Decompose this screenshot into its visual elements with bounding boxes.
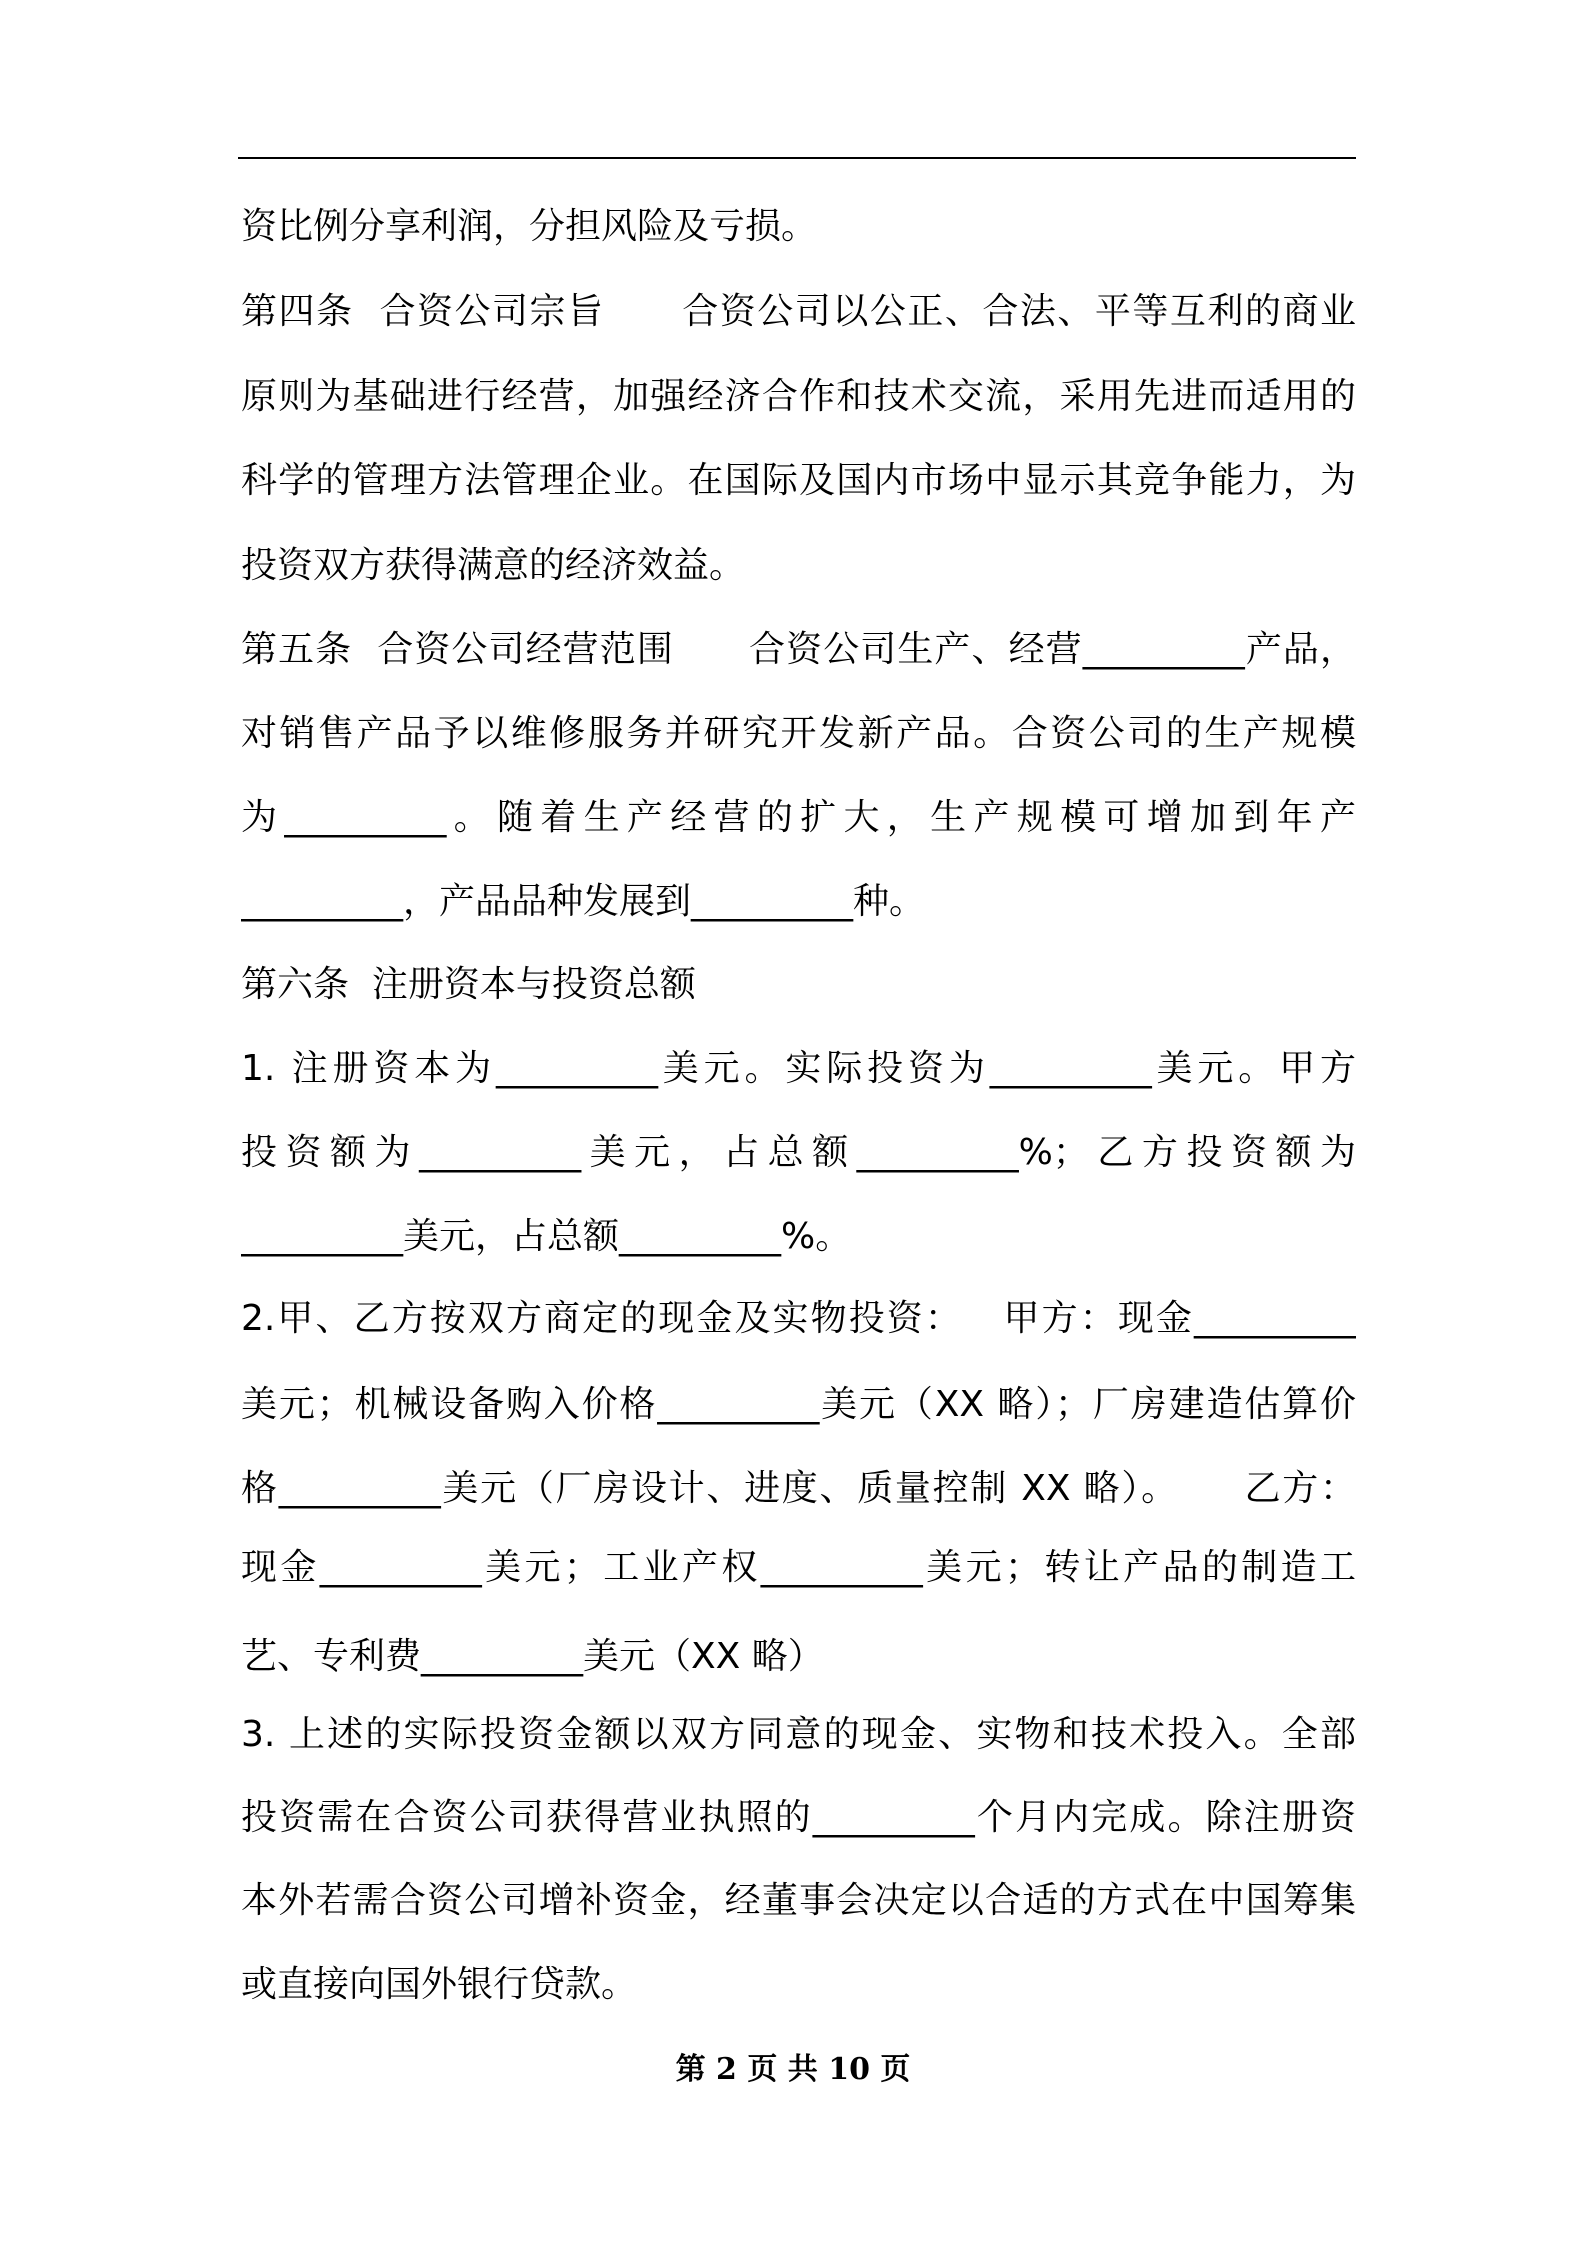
text-line-15: 美元；机械设备购入价格_________美元（XX 略）；厂房建造估算价	[241, 1384, 1356, 1425]
text-line-8: 为_________。随着生产经营的扩大，生产规模可增加到年产	[241, 797, 1356, 838]
text-line-6: 第五条 合资公司经营范围 合资公司生产、经营_________产品，	[241, 629, 1356, 670]
text-line-20: 投资需在合资公司获得营业执照的_________个月内完成。除注册资	[241, 1797, 1356, 1838]
text-line-10: 第六条 注册资本与投资总额	[241, 964, 696, 1005]
text-line-21: 本外若需合资公司增补资金，经董事会决定以合适的方式在中国筹集	[241, 1880, 1356, 1921]
text-line-14: 2.甲、乙方按双方商定的现金及实物投资： 甲方：现金_________	[241, 1298, 1356, 1339]
text-line-16: 格_________美元（厂房设计、进度、质量控制 XX 略）。 乙方：	[241, 1468, 1356, 1509]
text-line-22: 或直接向国外银行贷款。	[241, 1964, 638, 2005]
text-line-19: 3. 上述的实际投资金额以双方同意的现金、实物和技术投入。全部	[241, 1714, 1356, 1755]
text-line-17: 现金_________美元；工业产权_________美元；转让产品的制造工	[241, 1547, 1356, 1588]
text-line-9: _________，产品品种发展到_________种。	[241, 881, 926, 922]
text-line-3: 原则为基础进行经营，加强经济合作和技术交流，采用先进而适用的	[241, 376, 1356, 417]
page-number-footer: 第 2 页 共 10 页	[675, 2052, 911, 2087]
text-line-1: 资比例分享利润，分担风险及亏损。	[241, 206, 818, 247]
text-line-7: 对销售产品予以维修服务并研究开发新产品。合资公司的生产规模	[241, 713, 1356, 754]
header-rule	[238, 157, 1356, 159]
text-line-4: 科学的管理方法管理企业。在国际及国内市场中显示其竞争能力，为	[241, 460, 1356, 501]
text-line-11: 1. 注册资本为_________美元。实际投资为_________美元。甲方	[241, 1048, 1356, 1089]
text-line-18: 艺、专利费_________美元（XX 略）	[241, 1636, 824, 1677]
text-line-5: 投资双方获得满意的经济效益。	[241, 545, 746, 586]
text-line-2: 第四条 合资公司宗旨 合资公司以公正、合法、平等互利的商业	[241, 291, 1356, 332]
text-line-13: _________美元，占总额_________%。	[241, 1216, 852, 1257]
text-line-12: 投资额为_________美元，占总额_________%；乙方投资额为	[241, 1132, 1356, 1173]
